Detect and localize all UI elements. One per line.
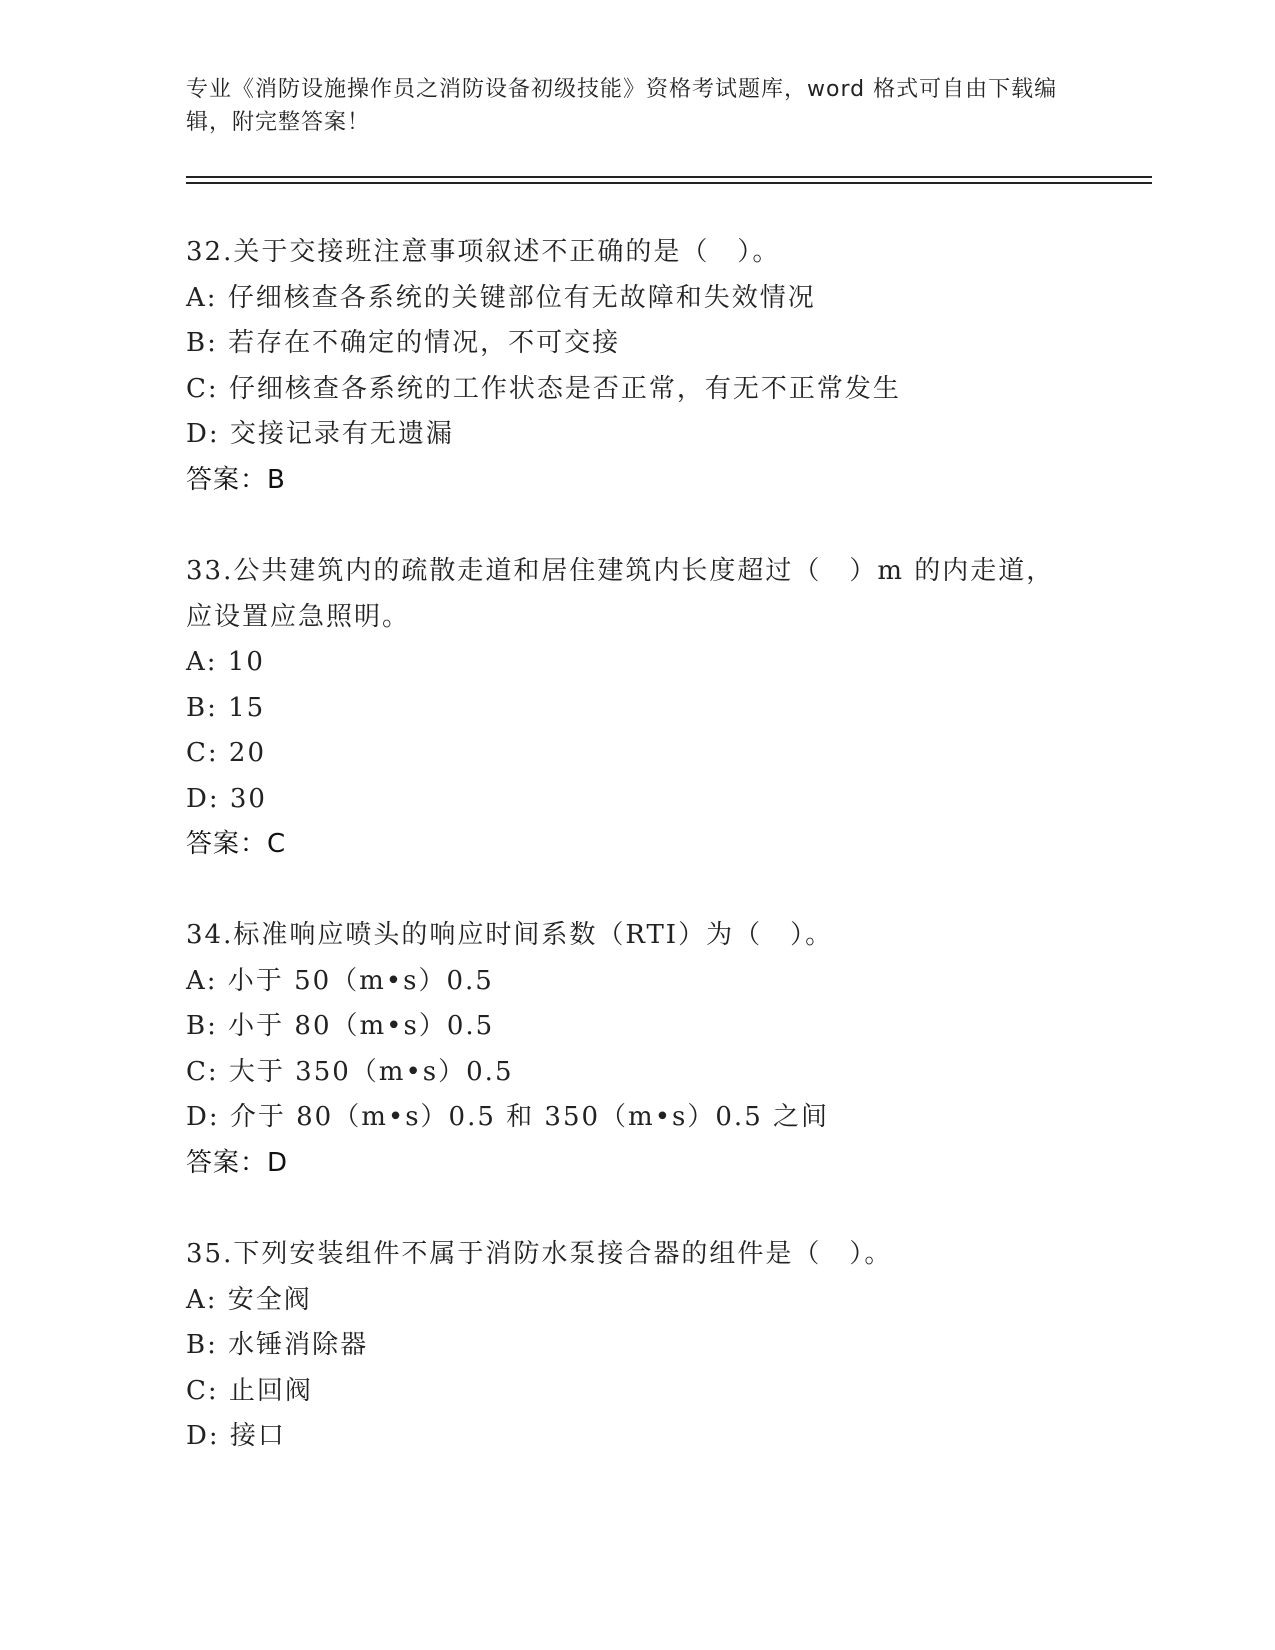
option-a: A: 小于 50（m•s）0.5 [186, 965, 494, 996]
question-32 [186, 230, 1066, 503]
option-b: B: 水锤消除器 [186, 1330, 369, 1360]
option-c: C: 20 [186, 738, 267, 768]
option-c: C: 仔细核查各系统的工作状态是否正常，有无不正常发生 [186, 373, 901, 404]
answer-label: 答案：C [186, 829, 287, 859]
header-divider-top [186, 176, 1152, 178]
question-35 [186, 1232, 1066, 1460]
option-a: A: 10 [186, 647, 265, 677]
document-header-text: 专业《消防设施操作员之消防设备初级技能》资格考试题库，word 格式可自由下载编辑，附完整答案！ [186, 77, 1058, 135]
answer-label: 答案：D [186, 1147, 289, 1178]
option-a: A: 安全阀 [186, 1284, 312, 1315]
question-stem: 33.公共建筑内的疏散走道和居住建筑内长度超过（ ）m 的内走道，应设置应急照明。 [186, 556, 1055, 632]
option-a: A: 仔细核查各系统的关键部位有无故障和失效情况 [186, 282, 816, 313]
header-divider-bottom [186, 182, 1152, 184]
option-d: D: 交接记录有无遗漏 [186, 419, 454, 449]
question-34 [186, 913, 1066, 1186]
option-d: D: 30 [186, 783, 267, 814]
option-b: B: 15 [186, 692, 266, 723]
option-c: C: 止回阀 [186, 1375, 313, 1406]
option-b: B: 小于 80（m•s）0.5 [186, 1011, 495, 1041]
option-b: B: 若存在不确定的情况，不可交接 [186, 328, 621, 358]
question-stem: 35.下列安装组件不属于消防水泵接合器的组件是（ ）。 [186, 1239, 893, 1269]
answer-label: 答案：B [186, 464, 286, 495]
question-33 [186, 549, 1066, 868]
option-d: D: 介于 80（m•s）0.5 和 350（m•s）0.5 之间 [186, 1102, 830, 1132]
question-stem: 34.标准响应喷头的响应时间系数（RTI）为（ ）。 [186, 920, 834, 950]
option-d: D: 接口 [186, 1421, 286, 1451]
question-stem: 32.关于交接班注意事项叙述不正确的是（ ）。 [186, 237, 781, 267]
option-c: C: 大于 350（m•s）0.5 [186, 1056, 514, 1087]
